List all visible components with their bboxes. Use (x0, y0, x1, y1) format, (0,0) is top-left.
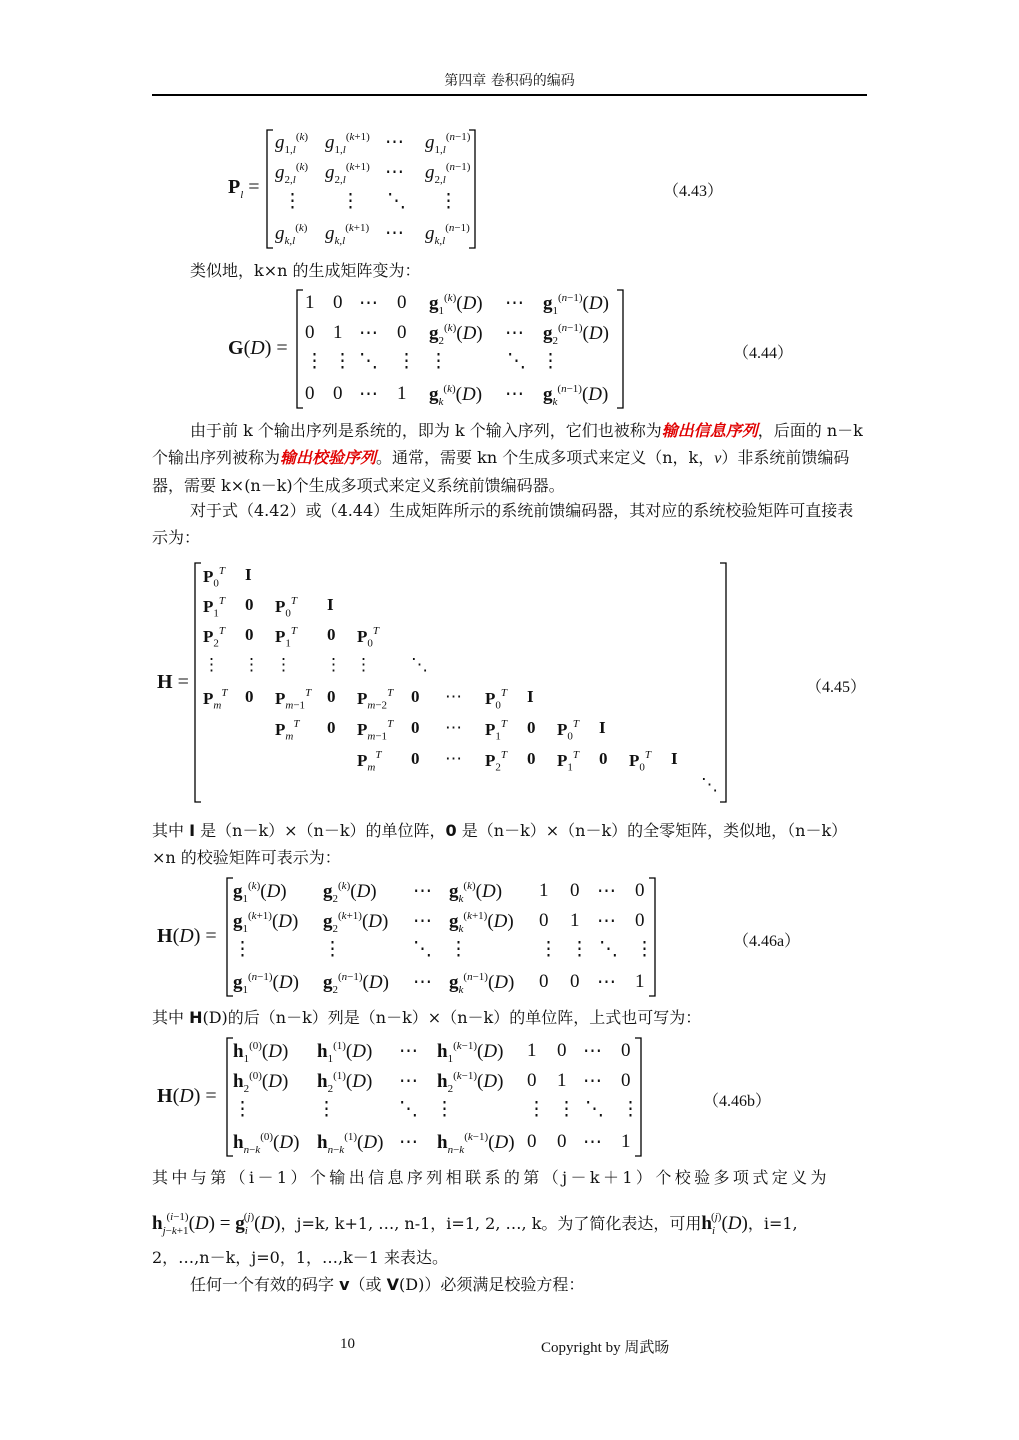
copyright: Copyright by 周武旸 (541, 1340, 670, 1356)
term-output-check-sequence: 输出校验序列 (280, 448, 377, 467)
matrix-G: 1 0 ⋯ 0 $g_1^{(k)}(D)$ ⋯ $g_1^{(n-1)}(D)$ 0 1 ⋯ 0 $g_2^{(k)}(D)$ ⋯ $g_2^{(n-1)}(D)$ ⋮ ⋮ ⋱ ⋮ ⋮ ⋱ ⋮ 0 0 ⋯ 1 $g_k^{(k)}(D)$ ⋯ $g_k^{(n-1)}(D)$ (295, 288, 625, 410)
matrix-H: $P_0^T$ I $P_1^T$ 0 $P_0^T$ I $P_2^T$ 0 $P_1^T$ 0 $P_0^T$ ⋮ ⋮ ⋮ ⋮ ⋮ ⋱ $P_m^T$ 0 $P_{m-1}^T$ 0 $P_{m-2}^T$ 0 ⋯ $P_0^T$ I $P_m^T$ 0 $P_{m-1}^T$ 0 ⋯ $P_1^T$ 0 $P_0^T$ I $P_m^T$ 0 ⋯ $P_2^T$ 0 $P_1^T$ 0 $P_0^T$ I ⋱ (193, 561, 728, 804)
eq-4-43-lhs: $P_l$ = (228, 176, 260, 201)
eq-4-44-number: （4.44） (733, 345, 794, 362)
paragraph-5: 其中 H(D)的后（n－k）列是（n－k）×（n－k）的单位阵，上式也可写为： (152, 1008, 702, 1027)
paragraph-3: 对于式（4.42）或（4.44）生成矩阵所示的系统前馈编码器，其对应的系统校验矩阵可直接表示为： (152, 501, 854, 547)
eq-4-43-number: （4.43） (663, 183, 724, 200)
eq-4-46a-lhs: H(D) = (157, 925, 217, 947)
page-header: 第四章 卷积码的编码 (444, 73, 575, 89)
matrix-P: $g_{1,l}^{(k)}$ $g_{1,l}^{(k+1)}$ ⋯ $g_{1,l}^{(n-1)}$ $g_{2,l}^{(k)}$ $g_{2,l}^{(k+1)}$ ⋯ $g_{2,l}^{(n-1)}$ ⋮ ⋮ ⋱ ⋮ $g_{k,l}^{(k)}$ $g_{k,l}^{(k+1)}$ ⋯ $g_{k,l}^{(n-1)}$ (265, 128, 477, 250)
eq-4-45-lhs: H = (157, 671, 189, 693)
h-definition-formula: $h_{j-k+1}^{(i-1)}(D) = g_i^{(j)}(D)$ (152, 1211, 281, 1237)
page-number: 10 (340, 1336, 355, 1352)
matrix-HD-b: $h_1^{(0)}(D)$ $h_1^{(1)}(D)$ ⋯ $h_1^{(k-1)}(D)$ 1 0 ⋯ 0 $h_2^{(0)}(D)$ $h_2^{(1)}(D)$ ⋯ $h_2^{(k-1)}(D)$ 0 1 ⋯ 0 ⋮ ⋮ ⋱ ⋮ ⋮ ⋮ ⋱ ⋮ $h_{n-k}^{(0)}(D)$ $h_{n-k}^{(1)}(D)$ ⋯ $h_{n-k}^{(k-1)}(D)$ 0 0 ⋯ 1 (225, 1036, 643, 1158)
paragraph-1: 类似地，k×n 的生成矩阵变为： (190, 261, 421, 280)
eq-4-44-lhs: G(D) = (228, 337, 288, 359)
matrix-HD-a: $g_1^{(k)}(D)$ $g_2^{(k)}(D)$ ⋯ $g_k^{(k)}(D)$ 1 0 ⋯ 0 $g_1^{(k+1)}(D)$ $g_2^{(k+1)}(D)$ ⋯ $g_k^{(k+1)}(D)$ 0 1 ⋯ 0 ⋮ ⋮ ⋱ ⋮ ⋮ ⋮ ⋱ ⋮ $g_1^{(n-1)}(D)$ $g_2^{(n-1)}(D)$ ⋯ $g_k^{(n-1)}(D)$ 0 0 ⋯ 1 (225, 876, 657, 998)
header-rule (152, 94, 867, 96)
h-short-formula: $h_i^{(j)}(D)$ (701, 1211, 748, 1237)
paragraph-4: 其中 I 是（n－k）×（n－k）的单位阵，0 是（n－k）×（n－k）的全零矩阵，类似地，（n－k）×n 的校验矩阵可表示为： (152, 821, 848, 867)
paragraph-2: 由于前 k 个输出序列是系统的，即为 k 个输入序列，它们也被称为输出信息序列，后面的 n－k 个输出序列被称为输出校验序列。通常，需要 kn 个生成多项式来定义（n，k，v）非系统前馈编码器，需要 k×(n－k)个生成多项式来定义系统前馈编码器。 (152, 421, 863, 495)
paragraph-9: 任何一个有效的码字 v（或 V(D)）必须满足校验方程： (190, 1275, 585, 1294)
paragraph-8: 2，…,n－k，j=0，1，…,k－1 来表达。 (152, 1248, 449, 1267)
term-output-info-sequence: 输出信息序列 (661, 421, 758, 440)
paragraph-6: 其中与第（i－1）个输出信息序列相联系的第（j－k＋1）个校验多项式定义为 (152, 1168, 830, 1187)
eq-4-46b-number: （4.46b） (703, 1093, 772, 1110)
eq-4-45-number: （4.45） (806, 679, 867, 696)
paragraph-7: $h_{j-k+1}^{(i-1)}(D) = g_i^{(j)}(D)$，j=k, k+1, …, n-1，i=1, 2, …, k。为了简化表达，可用$h_i^{(j)}(D)$，i=1, (152, 1211, 798, 1237)
eq-4-46a-number: （4.46a） (733, 933, 801, 950)
eq-4-46b-lhs: H(D) = (157, 1085, 217, 1107)
